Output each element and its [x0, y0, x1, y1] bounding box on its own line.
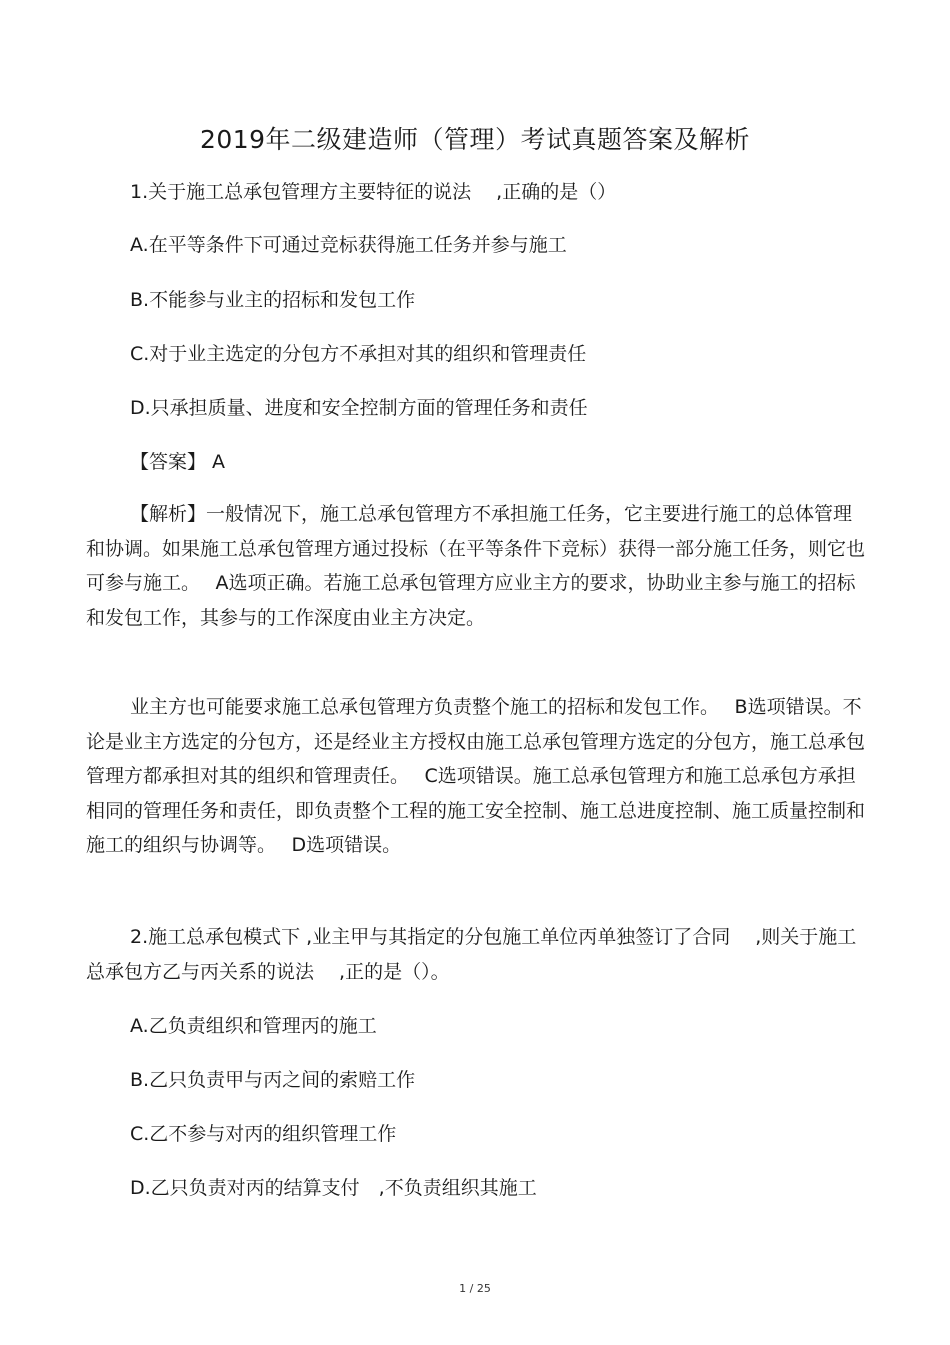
question-1-option-c: C.对于业主选定的分包方不承担对其的组织和管理责任 [130, 343, 587, 365]
question-2-stem: 2.施工总承包模式下 ,业主甲与其指定的分包施工单位丙单独签订了合同 ,则关于施工总承包方乙与丙关系的说法 ,正的是（）。 [86, 926, 857, 983]
page-number: 1 / 25 [459, 1282, 491, 1295]
question-2-option-b: B.乙只负责甲与丙之间的索赔工作 [130, 1069, 416, 1091]
document-title: 2019年二级建造师（管理）考试真题答案及解析 [199, 125, 751, 154]
question-1-option-b: B.不能参与业主的招标和发包工作 [130, 289, 416, 311]
question-2-option-c: C.乙不参与对丙的组织管理工作 [130, 1123, 397, 1145]
question-1-stem: 1.关于施工总承包管理方主要特征的说法 ,正确的是（） [130, 181, 617, 203]
question-1-analysis-paragraph-2: 业主方也可能要求施工总承包管理方负责整个施工的招标和发包工作。 B选项错误。不论是业主方选定的分包方，还是经业主方授权由施工总承包管理方选定的分包方，施工总承包管理方都承担对其的组织和管理责任。 C选项错误。施工总承包管理方和施工总承包方承担相同的管理任务和责任，即负责整个工程的施工安全控制、施工总进度控制、施工质量控制和施工的组织与协调等。 D选项错误。 [86, 696, 866, 856]
question-1-option-d: D.只承担质量、进度和安全控制方面的管理任务和责任 [130, 397, 588, 419]
question-1-answer: 【答案】 A [130, 451, 226, 473]
question-1-analysis-paragraph-1: 【解析】一般情况下，施工总承包管理方不承担施工任务，它主要进行施工的总体管理和协调。如果施工总承包管理方通过投标（在平等条件下竞标）获得一部分施工任务，则它也可参与施工。 A选项正确。若施工总承包管理方应业主方的要求，协助业主参与施工的招标和发包工作，其参与的工作深度由业主方决定。 [86, 503, 866, 629]
question-2-option-d: D.乙只负责对丙的结算支付 ,不负责组织其施工 [130, 1177, 537, 1199]
question-2-option-a: A.乙负责组织和管理丙的施工 [130, 1015, 377, 1037]
question-1-option-a: A.在平等条件下可通过竞标获得施工任务并参与施工 [130, 234, 567, 256]
